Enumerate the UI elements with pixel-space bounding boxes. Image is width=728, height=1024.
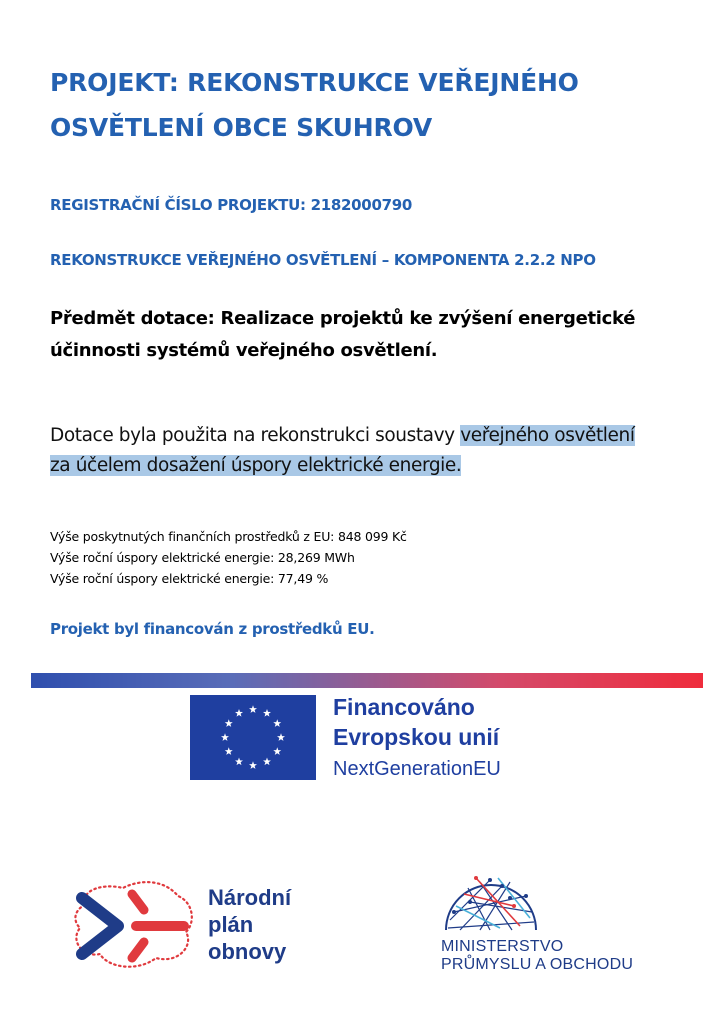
npo-label	[208, 884, 291, 965]
mpo-label-line-1: MINISTERSTVO	[441, 938, 564, 955]
mpo-label-line-2: PRŮMYSLU A OBCHODU	[441, 956, 634, 973]
eu-funding-label	[333, 692, 501, 786]
npo-logo-icon	[68, 874, 200, 974]
mpo-globe-icon	[440, 872, 542, 934]
eu-star-icon	[235, 758, 243, 766]
eu-star-icon	[235, 709, 243, 717]
description-text: Dotace byla použita na rekonstrukci soustavy	[50, 425, 461, 446]
registration-number: REGISTRAČNÍ ČÍSLO PROJEKTU: 2182000790	[50, 196, 412, 214]
component-heading: REKONSTRUKCE VEŘEJNÉHO OSVĚTLENÍ – KOMPONENTA 2.2.2 NPO	[50, 251, 596, 269]
eu-star-icon	[277, 733, 285, 741]
eu-star-icon	[273, 747, 281, 755]
subject-line-2: účinnosti systémů veřejného osvětlení.	[50, 340, 438, 361]
eu-star-icon	[249, 705, 257, 713]
npo-label-line-1: Národní	[208, 885, 292, 910]
eu-star-icon	[263, 758, 271, 766]
eu-label-line-2: Evropskou unií	[333, 724, 500, 750]
project-stats	[50, 526, 407, 589]
title-line-2: OSVĚTLENÍ OBCE SKUHROV	[50, 113, 433, 142]
mpo-label	[441, 938, 633, 974]
eu-star-icon	[263, 709, 271, 717]
eu-star-icon	[249, 761, 257, 769]
description-highlight-1: veřejného osvětlení	[460, 425, 635, 446]
stat-funding: Výše poskytnutých finančních prostředků z EU: 848 099 Kč	[50, 529, 407, 544]
eu-star-icon	[221, 733, 229, 741]
page-title	[50, 60, 670, 150]
stat-energy-savings: Výše roční úspory elektrické energie: 28,269 MWh	[50, 550, 355, 565]
funded-note: Projekt byl financován z prostředků EU.	[50, 620, 375, 638]
eu-star-icon	[225, 719, 233, 727]
description-highlight-2: za účelem dosažení úspory elektrické energie.	[50, 455, 462, 476]
grant-subject	[50, 303, 690, 367]
subject-line-1: Předmět dotace: Realizace projektů ke zvýšení energetické	[50, 308, 636, 329]
eu-star-icon	[273, 719, 281, 727]
stat-savings-percent: Výše roční úspory elektrické energie: 77,49 %	[50, 571, 329, 586]
color-divider-bar	[31, 673, 703, 688]
eu-label-line-1: Financováno	[333, 694, 475, 720]
eu-star-icon	[225, 747, 233, 755]
npo-label-line-2: plán	[208, 912, 254, 937]
eu-label-line-3: NextGenerationEU	[333, 758, 501, 780]
eu-flag-icon	[190, 695, 316, 780]
npo-label-line-3: obnovy	[208, 939, 287, 964]
title-line-1: PROJEKT: REKONSTRUKCE VEŘEJNÉHO	[50, 68, 579, 97]
grant-description	[50, 421, 710, 481]
